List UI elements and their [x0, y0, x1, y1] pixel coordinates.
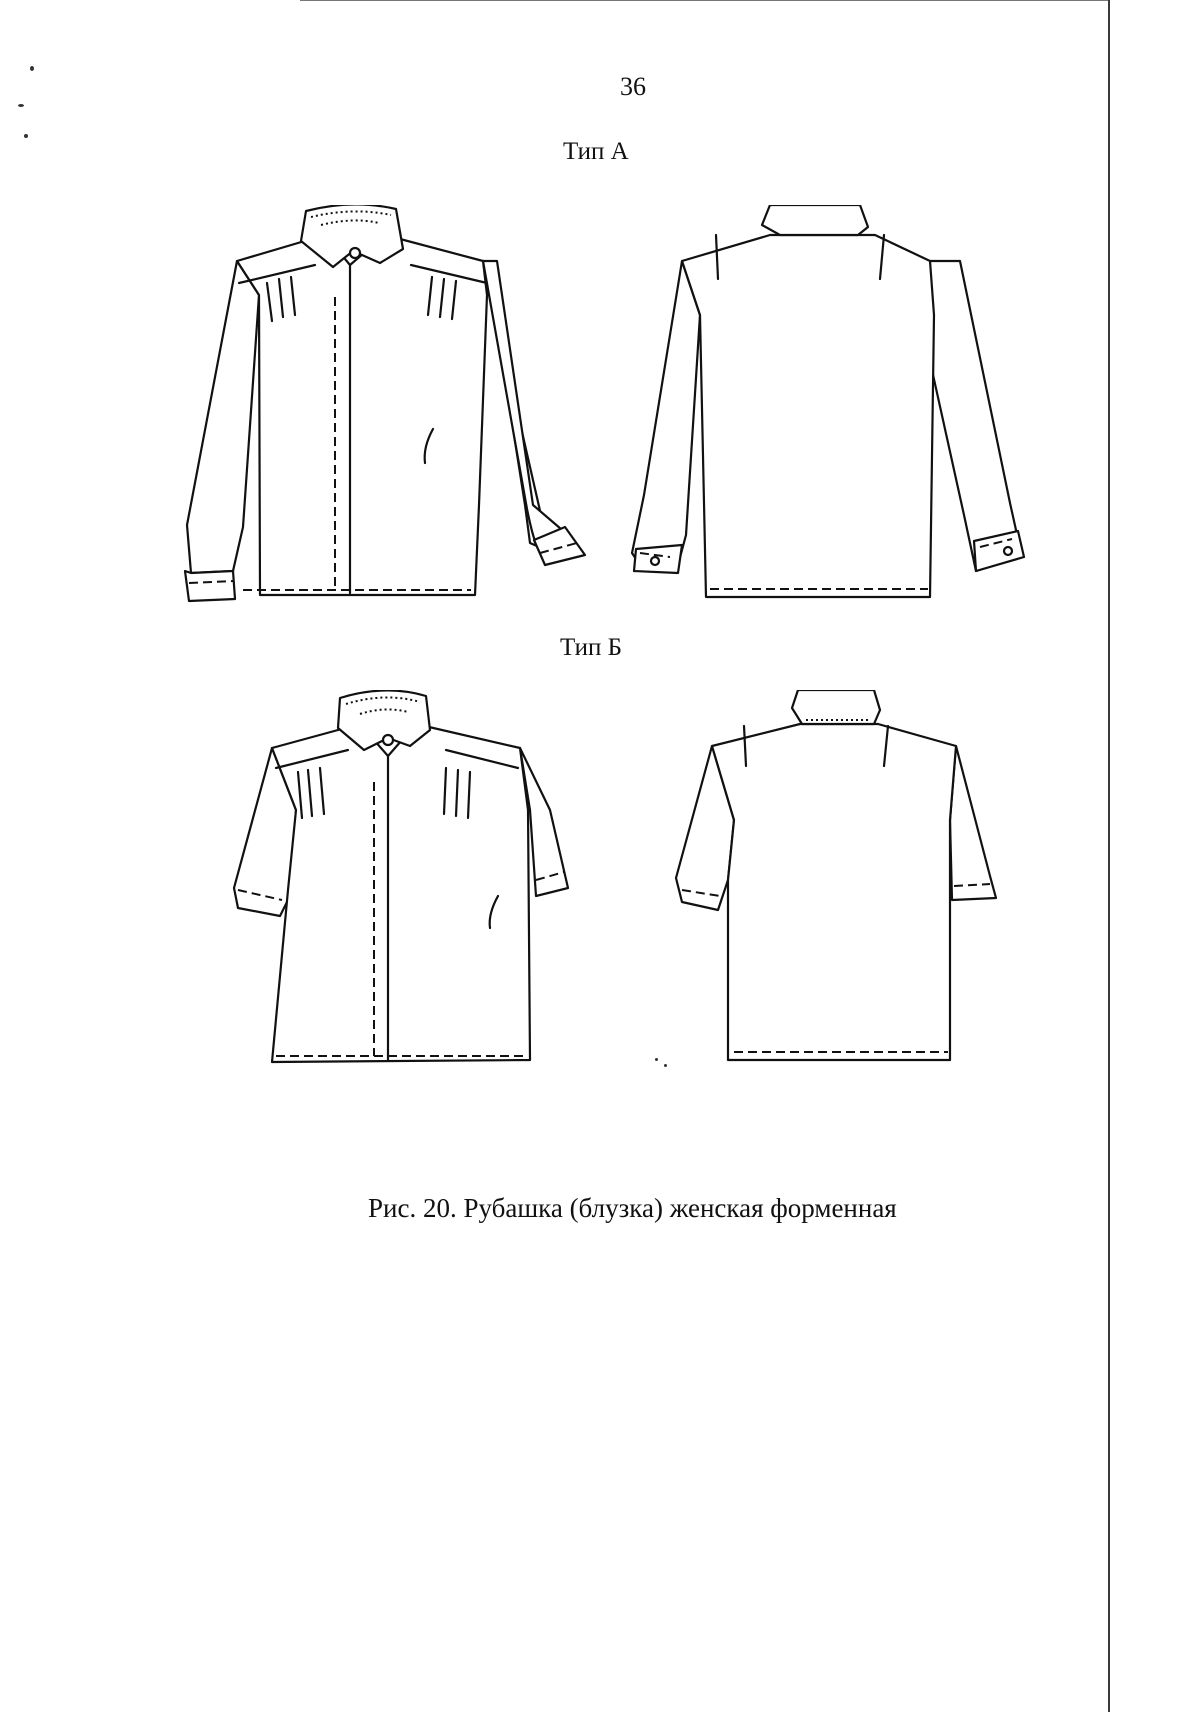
type-a-label: Тип А [563, 138, 629, 165]
type-a-back-drawing [630, 205, 1050, 605]
left-cuff-button [651, 557, 659, 565]
collar-button [383, 735, 393, 745]
page-number: 36 [620, 72, 646, 101]
left-sleeve [632, 261, 700, 565]
scan-speck [18, 104, 24, 107]
scan-speck [655, 1058, 658, 1061]
scan-speck [24, 134, 28, 138]
left-sleeve [187, 261, 259, 573]
type-b-front-drawing [230, 690, 600, 1090]
collar-button [350, 248, 360, 258]
right-cuff-button [1004, 547, 1012, 555]
right-sleeve [950, 746, 996, 900]
collar [762, 205, 868, 235]
type-b-back-drawing [660, 690, 1020, 1090]
collar [792, 690, 880, 724]
right-sleeve-body [483, 261, 561, 545]
type-a-front-drawing [175, 205, 605, 605]
scan-speck [30, 66, 34, 71]
right-sleeve [922, 261, 1022, 571]
shirt-body [712, 724, 956, 1060]
shirt-body [237, 235, 487, 595]
shirt-body [272, 724, 530, 1062]
left-cuff [185, 571, 235, 601]
shirt-body [682, 235, 934, 597]
figure-caption: Рис. 20. Рубашка (блузка) женская форменная [368, 1193, 897, 1223]
page-right-edge [1108, 0, 1110, 1712]
type-b-label: Тип Б [560, 634, 623, 661]
page-top-edge [300, 0, 1110, 1]
